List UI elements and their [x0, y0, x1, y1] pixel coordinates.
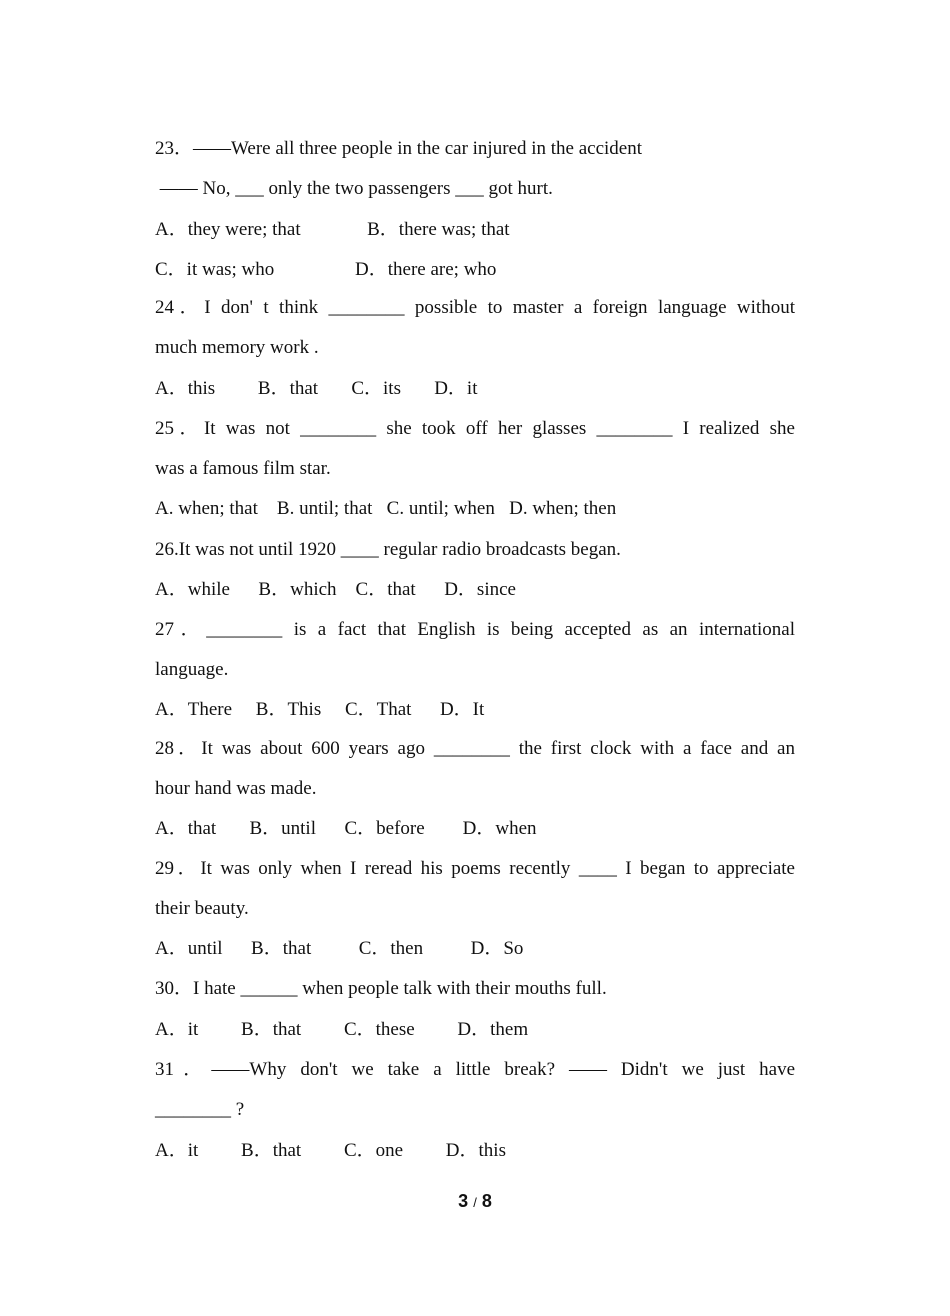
- q23-dialogue: —— No, ___ only the two passengers ___ got hurt.: [155, 178, 553, 199]
- page-total: 8: [481, 1191, 492, 1211]
- q28-stem-cont: hour hand was made.: [155, 778, 317, 799]
- q25-stem: 25．It was not ________ she took off her glasses ________ I realized she: [155, 418, 795, 439]
- q28-stem: 28．It was about 600 years ago ________ the first clock with a face and an: [155, 738, 795, 759]
- q26-stem: 26.It was not until 1920 ____ regular radio broadcasts began.: [155, 539, 621, 560]
- q29-stem: 29．It was only when I reread his poems recently ____ I began to appreciate: [155, 858, 795, 879]
- q27-stem-cont: language.: [155, 659, 229, 680]
- page-number: [0, 1191, 950, 1212]
- q31-stem: 31．——Why don't we take a little break? —— Didn't we just have: [155, 1059, 795, 1080]
- q27-options: A．There B．This C．That D．It: [155, 699, 485, 720]
- q29-options: A．until B．that C．then D．So: [155, 938, 524, 959]
- q26-options: A．while B．which C．that D．since: [155, 579, 516, 600]
- q23-options-ab: A．they were; that B．there was; that: [155, 219, 510, 240]
- q24-options: A．this B．that C．its D．it: [155, 378, 478, 399]
- q23-options-cd: C．it was; who D．there are; who: [155, 259, 497, 280]
- q24-stem-cont: much memory work .: [155, 337, 319, 358]
- q31-stem-cont: ________ ?: [155, 1099, 245, 1120]
- q30-options: A．it B．that C．these D．them: [155, 1019, 529, 1040]
- q28-options: A．that B．until C．before D．when: [155, 818, 537, 839]
- q23-stem: 23．——Were all three people in the car injured in the accident: [155, 138, 642, 159]
- q29-stem-cont: their beauty.: [155, 898, 249, 919]
- q25-options: A. when; that B. until; that C. until; when D. when; then: [155, 498, 617, 519]
- q25-stem-cont: was a famous film star.: [155, 458, 331, 479]
- q27-stem: 27．________ is a fact that English is being accepted as an international: [155, 619, 795, 640]
- q31-options: A．it B．that C．one D．this: [155, 1140, 506, 1161]
- page-separator: /: [473, 1195, 477, 1210]
- page-current: 3: [458, 1191, 469, 1211]
- q24-stem: 24．I don' t think ________ possible to master a foreign language without: [155, 297, 795, 318]
- q30-stem: 30．I hate ______ when people talk with their mouths full.: [155, 978, 607, 999]
